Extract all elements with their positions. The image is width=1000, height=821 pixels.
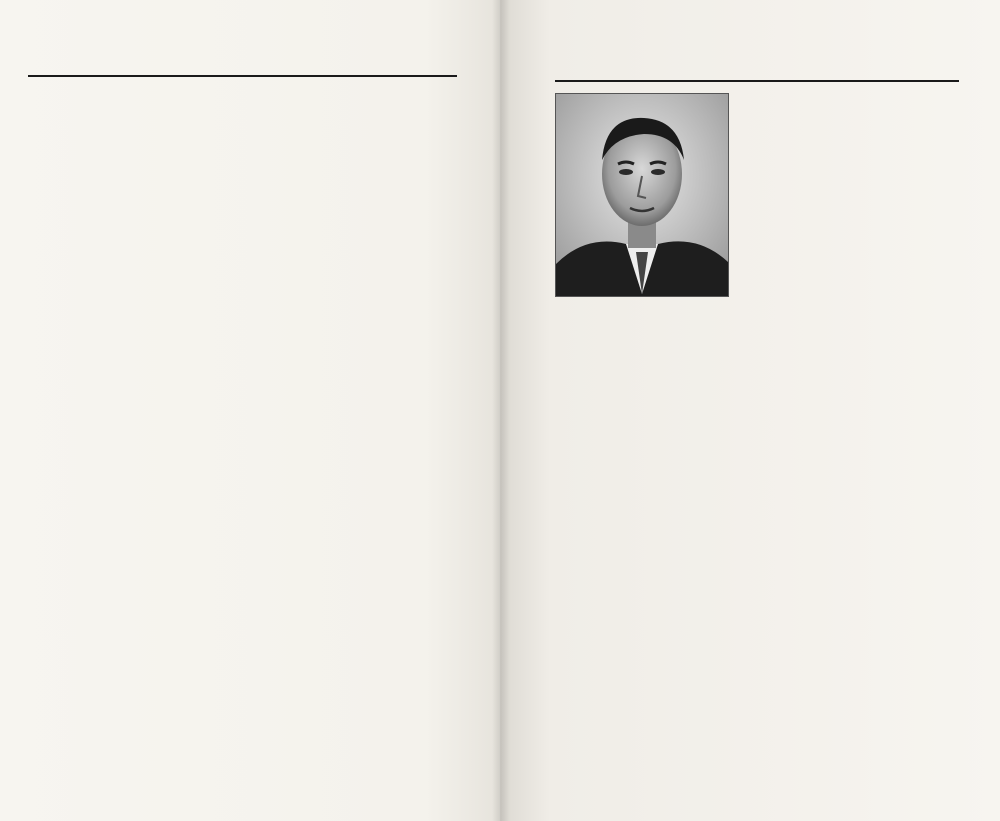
- header-rule-left: [28, 75, 457, 77]
- portrait-photo: [555, 93, 729, 297]
- header-rule-right: [555, 80, 959, 82]
- book-gutter: [492, 0, 510, 821]
- portrait-image: [556, 94, 728, 296]
